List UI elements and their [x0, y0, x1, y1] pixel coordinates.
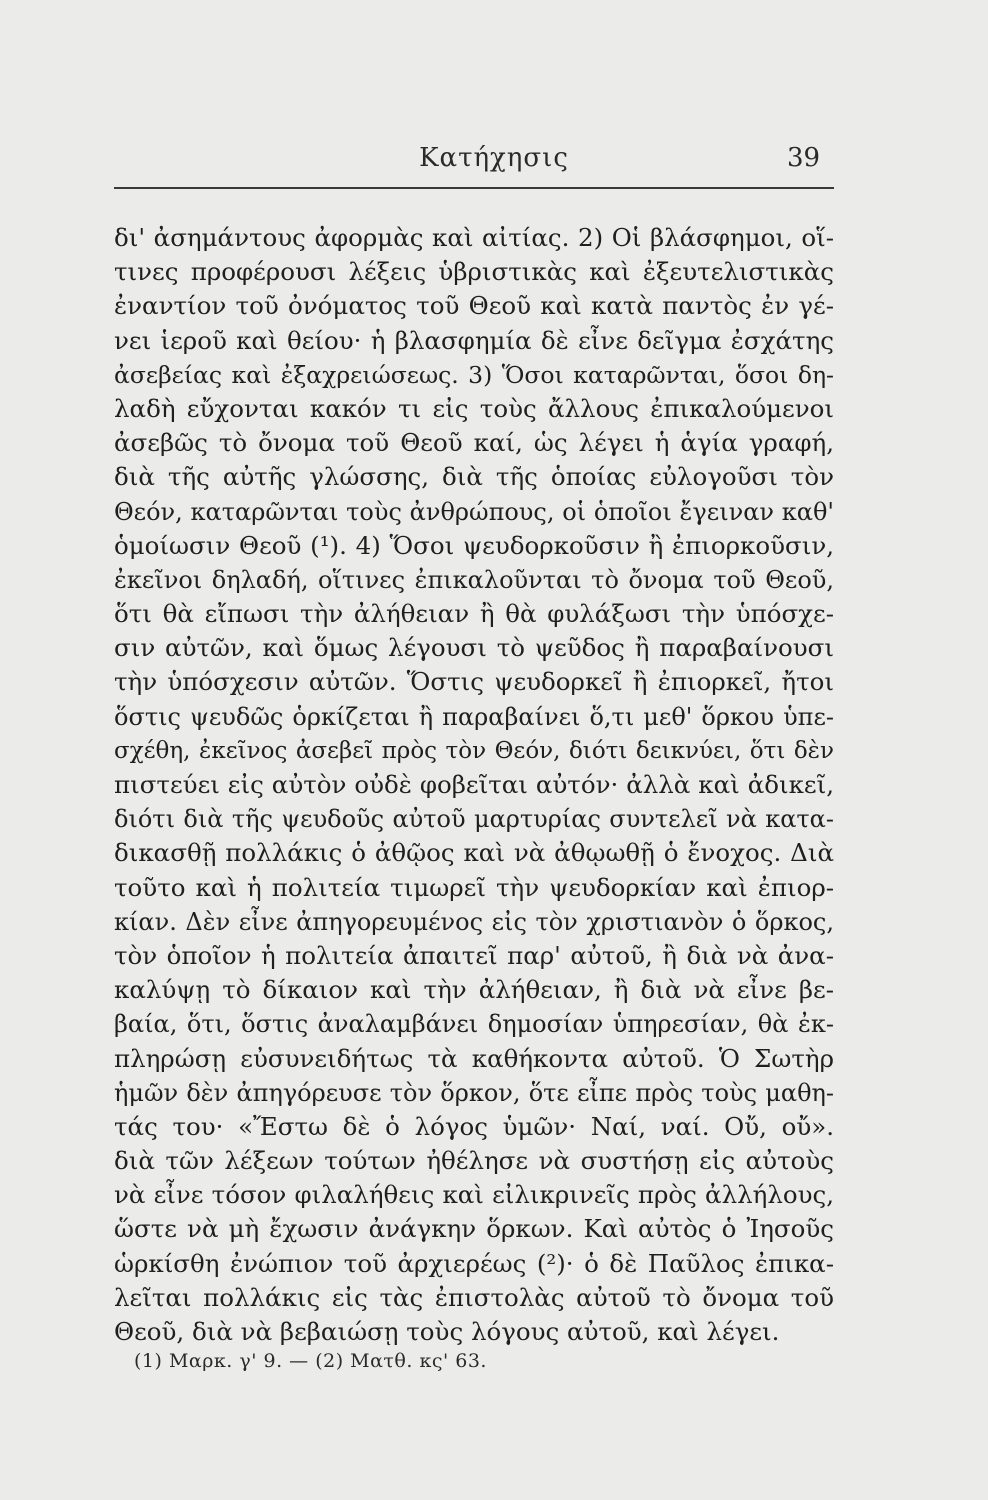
text-line: διὰ τῆς αὐτῆς γλώσσης, διὰ τῆς ὁποίας εὐλογοῦσι τὸν — [114, 462, 834, 492]
text-line: διὰ τῶν λέξεων τούτων ἠθέλησε νὰ συστήσῃ εἰς αὐτοὺς — [114, 1146, 834, 1176]
text-line: λεῖται πολλάκις εἰς τὰς ἐπιστολὰς αὐτοῦ τὸ ὄνομα τοῦ — [114, 1282, 834, 1312]
text-line: ὅτι θὰ εἴπωσι τὴν ἀλήθειαν ἢ θὰ φυλάξωσι τὴν ὑπόσχε- — [114, 599, 834, 629]
text-line: νὰ εἶνε τόσον φιλαλήθεις καὶ εἰλικρινεῖς πρὸς ἀλλήλους, — [114, 1180, 834, 1210]
text-line: ἐκεῖνοι δηλαδή, οἵτινες ἐπικαλοῦνται τὸ ὄνομα τοῦ Θεοῦ, — [114, 565, 834, 594]
running-title: Κατήχησις — [419, 143, 569, 173]
text-line: ἡμῶν δὲν ἀπηγόρευσε τὸν ὅρκον, ὅτε εἶπε πρὸς τοὺς μαθη- — [114, 1078, 834, 1107]
text-line: τοῦτο καὶ ἡ πολιτεία τιμωρεῖ τὴν ψευδορκίαν καὶ ἐπιορ- — [114, 872, 834, 902]
footnotes: (1) Μαρκ. γ' 9. — (2) Ματθ. κς' 63. — [134, 1350, 487, 1372]
text-line: πιστεύει εἰς αὐτὸν οὐδὲ φοβεῖται αὐτόν· ἀλλὰ καὶ ἀδικεῖ, — [114, 770, 834, 799]
text-line: νει ἱεροῦ καὶ θείου· ἡ βλασφημία δὲ εἶνε δεῖγμα ἐσχάτης — [114, 325, 834, 355]
text-line: ὅστις ψευδῶς ὁρκίζεται ἢ παραβαίνει ὅ,τι μεθ' ὅρκου ὑπε- — [114, 702, 834, 731]
text-line: ὡρκίσθη ἐνώπιον τοῦ ἀρχιερέως (²)· ὁ δὲ Παῦλος ἐπικα- — [114, 1248, 834, 1278]
text-line: πληρώσῃ εὐσυνειδήτως τὰ καθήκοντα αὐτοῦ. Ὁ Σωτὴρ — [114, 1043, 834, 1073]
text-line: βαία, ὅτι, ὅστις ἀναλαμβάνει δημοσίαν ὑπηρεσίαν, θὰ ἐκ- — [114, 1010, 834, 1039]
text-line: τινες προφέρουσι λέξεις ὑβριστικὰς καὶ ἐξευτελιστικὰς — [114, 257, 834, 287]
text-line: κίαν. Δὲν εἶνε ἀπηγορευμένος εἰς τὸν χριστιανὸν ὁ ὅρκος, — [114, 907, 834, 936]
text-line: τὸν ὁποῖον ἡ πολιτεία ἀπαιτεῖ παρ' αὐτοῦ, ἢ διὰ νὰ ἀνα- — [114, 940, 834, 970]
text-line: δι' ἀσημάντους ἀφορμὰς καὶ αἰτίας. 2) Οἱ βλάσφημοι, οἵ- — [114, 223, 834, 252]
text-line: σιν αὐτῶν, καὶ ὅμως λέγουσι τὸ ψεῦδος ἢ παραβαίνουσι — [114, 633, 834, 663]
text-line: ἐναντίον τοῦ ὀνόματος τοῦ Θεοῦ καὶ κατὰ παντὸς ἐν γέ- — [114, 291, 834, 321]
text-line: ἀσεβῶς τὸ ὄνομα τοῦ Θεοῦ καί, ὡς λέγει ἡ ἁγία γραφή, — [114, 428, 834, 458]
body-text — [114, 221, 834, 1349]
text-line: τάς του· «Ἔστω δὲ ὁ λόγος ὑμῶν· Ναί, ναί. Οὔ, οὔ». — [114, 1111, 834, 1141]
header-rule — [114, 187, 834, 189]
text-line: ἀσεβείας καὶ ἐξαχρειώσεως. 3) Ὅσοι καταρῶνται, ὅσοι δη- — [114, 360, 834, 389]
text-line: Θεόν, καταρῶνται τοὺς ἀνθρώπους, οἱ ὁποῖοι ἔγειναν καθ' — [114, 497, 834, 526]
text-line: δικασθῇ πολλάκις ὁ ἀθῷος καὶ νὰ ἀθῳωθῇ ὁ ἔνοχος. Διὰ — [114, 838, 834, 868]
text-line: καλύψῃ τὸ δίκαιον καὶ τὴν ἀλήθειαν, ἢ διὰ νὰ εἶνε βε- — [114, 975, 834, 1005]
text-line: διότι διὰ τῆς ψευδοῦς αὐτοῦ μαρτυρίας συντελεῖ νὰ κατα- — [114, 805, 834, 834]
text-line: ὥστε νὰ μὴ ἔχωσιν ἀνάγκην ὅρκων. Καὶ αὐτὸς ὁ Ἰησοῦς — [114, 1214, 834, 1244]
page-number: 39 — [787, 143, 821, 173]
text-line: σχέθη, ἐκεῖνος ἀσεβεῖ πρὸς τὸν Θεόν, διότι δεικνύει, ὅτι δὲν — [114, 737, 834, 764]
text-line: ὁμοίωσιν Θεοῦ (¹). 4) Ὅσοι ψευδορκοῦσιν ἢ ἐπιορκοῦσιν, — [114, 530, 834, 560]
text-line: λαδὴ εὔχονται κακόν τι εἰς τοὺς ἄλλους ἐπικαλούμενοι — [114, 393, 834, 423]
text-line: Θεοῦ, διὰ νὰ βεβαιώσῃ τοὺς λόγους αὐτοῦ, καὶ λέγει. — [114, 1317, 780, 1346]
text-line: τὴν ὑπόσχεσιν αὐτῶν. Ὅστις ψευδορκεῖ ἢ ἐπιορκεῖ, ἤτοι — [114, 667, 834, 697]
